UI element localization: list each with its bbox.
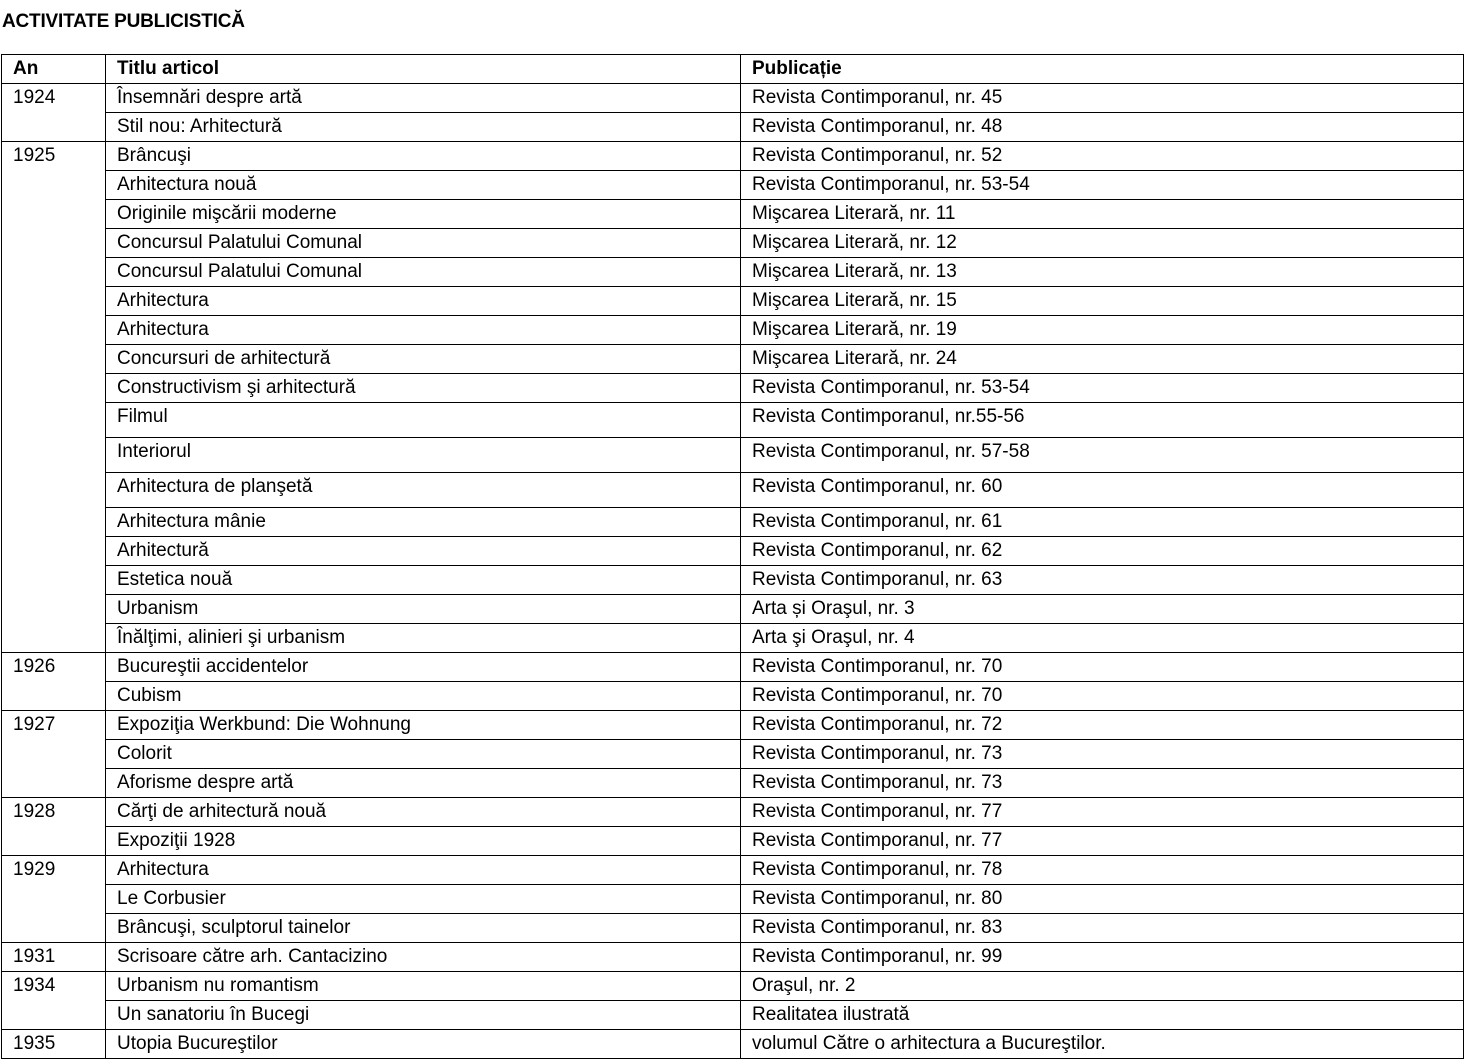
article-title-cell: Concursul Palatului Comunal <box>106 258 741 287</box>
table-row <box>2 229 1464 258</box>
table-row <box>2 885 1464 914</box>
table-row <box>2 711 1464 740</box>
table-row <box>2 653 1464 682</box>
article-title-cell: Expoziţia Werkbund: Die Wohnung <box>106 711 741 740</box>
table-row <box>2 142 1464 171</box>
header-title: Titlu articol <box>106 55 741 84</box>
table-row <box>2 171 1464 200</box>
publication-cell: Revista Contimporanul, nr.55-56 <box>741 403 1464 438</box>
article-title-cell: Estetica nouă <box>106 566 741 595</box>
table-row <box>2 682 1464 711</box>
article-title-cell: Arhitectura <box>106 287 741 316</box>
publication-cell: Revista Contimporanul, nr. 73 <box>741 740 1464 769</box>
article-title-cell: Arhitectura de planşetă <box>106 473 741 508</box>
table-row <box>2 473 1464 508</box>
article-title-cell: Bucureştii accidentelor <box>106 653 741 682</box>
article-title-cell: Cubism <box>106 682 741 711</box>
table-row <box>2 537 1464 566</box>
publication-cell: Arta şi Oraşul, nr. 4 <box>741 624 1464 653</box>
year-cell: 1934 <box>2 972 106 1030</box>
publication-cell: Revista Contimporanul, nr. 77 <box>741 798 1464 827</box>
publication-cell: Revista Contimporanul, nr. 80 <box>741 885 1464 914</box>
header-year: An <box>2 55 106 84</box>
table-row <box>2 374 1464 403</box>
page-title: ACTIVITATE PUBLICISTICĂ <box>2 11 245 32</box>
article-title-cell: Arhitectura mânie <box>106 508 741 537</box>
table-row <box>2 258 1464 287</box>
table-row <box>2 438 1464 473</box>
publication-cell: Mişcarea Literară, nr. 13 <box>741 258 1464 287</box>
article-title-cell: Constructivism şi arhitectură <box>106 374 741 403</box>
article-title-cell: Arhitectură <box>106 537 741 566</box>
table-row <box>2 345 1464 374</box>
table-row <box>2 1030 1464 1059</box>
article-title-cell: Însemnări despre artă <box>106 84 741 113</box>
article-title-cell: Înălţimi, alinieri şi urbanism <box>106 624 741 653</box>
article-title-cell: Brâncuşi <box>106 142 741 171</box>
year-cell: 1935 <box>2 1030 106 1059</box>
article-title-cell: Scrisoare către arh. Cantacizino <box>106 943 741 972</box>
publication-cell: Revista Contimporanul, nr. 53-54 <box>741 374 1464 403</box>
publication-cell: Revista Contimporanul, nr. 70 <box>741 682 1464 711</box>
table-row <box>2 566 1464 595</box>
publication-cell: Oraşul, nr. 2 <box>741 972 1464 1001</box>
publication-cell: Revista Contimporanul, nr. 62 <box>741 537 1464 566</box>
table-row <box>2 972 1464 1001</box>
table-row <box>2 200 1464 229</box>
publication-cell: Revista Contimporanul, nr. 52 <box>741 142 1464 171</box>
publication-cell: Revista Contimporanul, nr. 63 <box>741 566 1464 595</box>
publication-cell: Revista Contimporanul, nr. 60 <box>741 473 1464 508</box>
article-title-cell: Originile mişcării moderne <box>106 200 741 229</box>
table-row <box>2 740 1464 769</box>
table-row <box>2 403 1464 438</box>
publication-cell: Mişcarea Literară, nr. 11 <box>741 200 1464 229</box>
table-row <box>2 769 1464 798</box>
publication-cell: Mişcarea Literară, nr. 15 <box>741 287 1464 316</box>
article-title-cell: Concursuri de arhitectură <box>106 345 741 374</box>
year-cell: 1925 <box>2 142 106 653</box>
publication-cell: Revista Contimporanul, nr. 48 <box>741 113 1464 142</box>
publication-cell: Revista Contimporanul, nr. 57-58 <box>741 438 1464 473</box>
article-title-cell: Arhitectura <box>106 856 741 885</box>
article-title-cell: Interiorul <box>106 438 741 473</box>
publication-cell: Mişcarea Literară, nr. 12 <box>741 229 1464 258</box>
table-row <box>2 827 1464 856</box>
publication-cell: Revista Contimporanul, nr. 53-54 <box>741 171 1464 200</box>
table-row <box>2 856 1464 885</box>
publication-cell: Revista Contimporanul, nr. 78 <box>741 856 1464 885</box>
article-title-cell: Stil nou: Arhitectură <box>106 113 741 142</box>
publication-cell: Arta și Oraşul, nr. 3 <box>741 595 1464 624</box>
article-title-cell: Cărţi de arhitectură nouă <box>106 798 741 827</box>
table-body <box>2 84 1464 1059</box>
article-title-cell: Urbanism nu romantism <box>106 972 741 1001</box>
article-title-cell: Un sanatoriu în Bucegi <box>106 1001 741 1030</box>
article-title-cell: Colorit <box>106 740 741 769</box>
publication-cell: Realitatea ilustrată <box>741 1001 1464 1030</box>
table-row <box>2 287 1464 316</box>
article-title-cell: Le Corbusier <box>106 885 741 914</box>
table-row <box>2 84 1464 113</box>
article-title-cell: Urbanism <box>106 595 741 624</box>
table-row <box>2 113 1464 142</box>
table-header-row <box>2 55 1464 84</box>
publication-cell: Revista Contimporanul, nr. 73 <box>741 769 1464 798</box>
year-cell: 1928 <box>2 798 106 856</box>
table-row <box>2 316 1464 345</box>
publication-cell: Revista Contimporanul, nr. 45 <box>741 84 1464 113</box>
article-title-cell: Arhitectura <box>106 316 741 345</box>
table-row <box>2 798 1464 827</box>
article-title-cell: Concursul Palatului Comunal <box>106 229 741 258</box>
publication-cell: Mişcarea Literară, nr. 19 <box>741 316 1464 345</box>
publication-cell: Revista Contimporanul, nr. 99 <box>741 943 1464 972</box>
publication-cell: Revista Contimporanul, nr. 61 <box>741 508 1464 537</box>
article-title-cell: Filmul <box>106 403 741 438</box>
table-row <box>2 595 1464 624</box>
article-title-cell: Utopia Bucureştilor <box>106 1030 741 1059</box>
header-publication: Publicație <box>741 55 1464 84</box>
table-row <box>2 1001 1464 1030</box>
year-cell: 1926 <box>2 653 106 711</box>
table-row <box>2 943 1464 972</box>
publication-cell: Mişcarea Literară, nr. 24 <box>741 345 1464 374</box>
year-cell: 1931 <box>2 943 106 972</box>
article-title-cell: Brâncuşi, sculptorul tainelor <box>106 914 741 943</box>
table-row <box>2 914 1464 943</box>
year-cell: 1927 <box>2 711 106 798</box>
publication-cell: Revista Contimporanul, nr. 70 <box>741 653 1464 682</box>
year-cell: 1929 <box>2 856 106 943</box>
table-row <box>2 508 1464 537</box>
article-title-cell: Aforisme despre artă <box>106 769 741 798</box>
publication-cell: Revista Contimporanul, nr. 83 <box>741 914 1464 943</box>
article-title-cell: Expoziţii 1928 <box>106 827 741 856</box>
publication-cell: Revista Contimporanul, nr. 77 <box>741 827 1464 856</box>
publication-cell: volumul Către o arhitectura a Bucureştilor. <box>741 1030 1464 1059</box>
table-row <box>2 624 1464 653</box>
article-title-cell: Arhitectura nouă <box>106 171 741 200</box>
year-cell: 1924 <box>2 84 106 142</box>
publication-cell: Revista Contimporanul, nr. 72 <box>741 711 1464 740</box>
publications-table <box>1 54 1464 1059</box>
